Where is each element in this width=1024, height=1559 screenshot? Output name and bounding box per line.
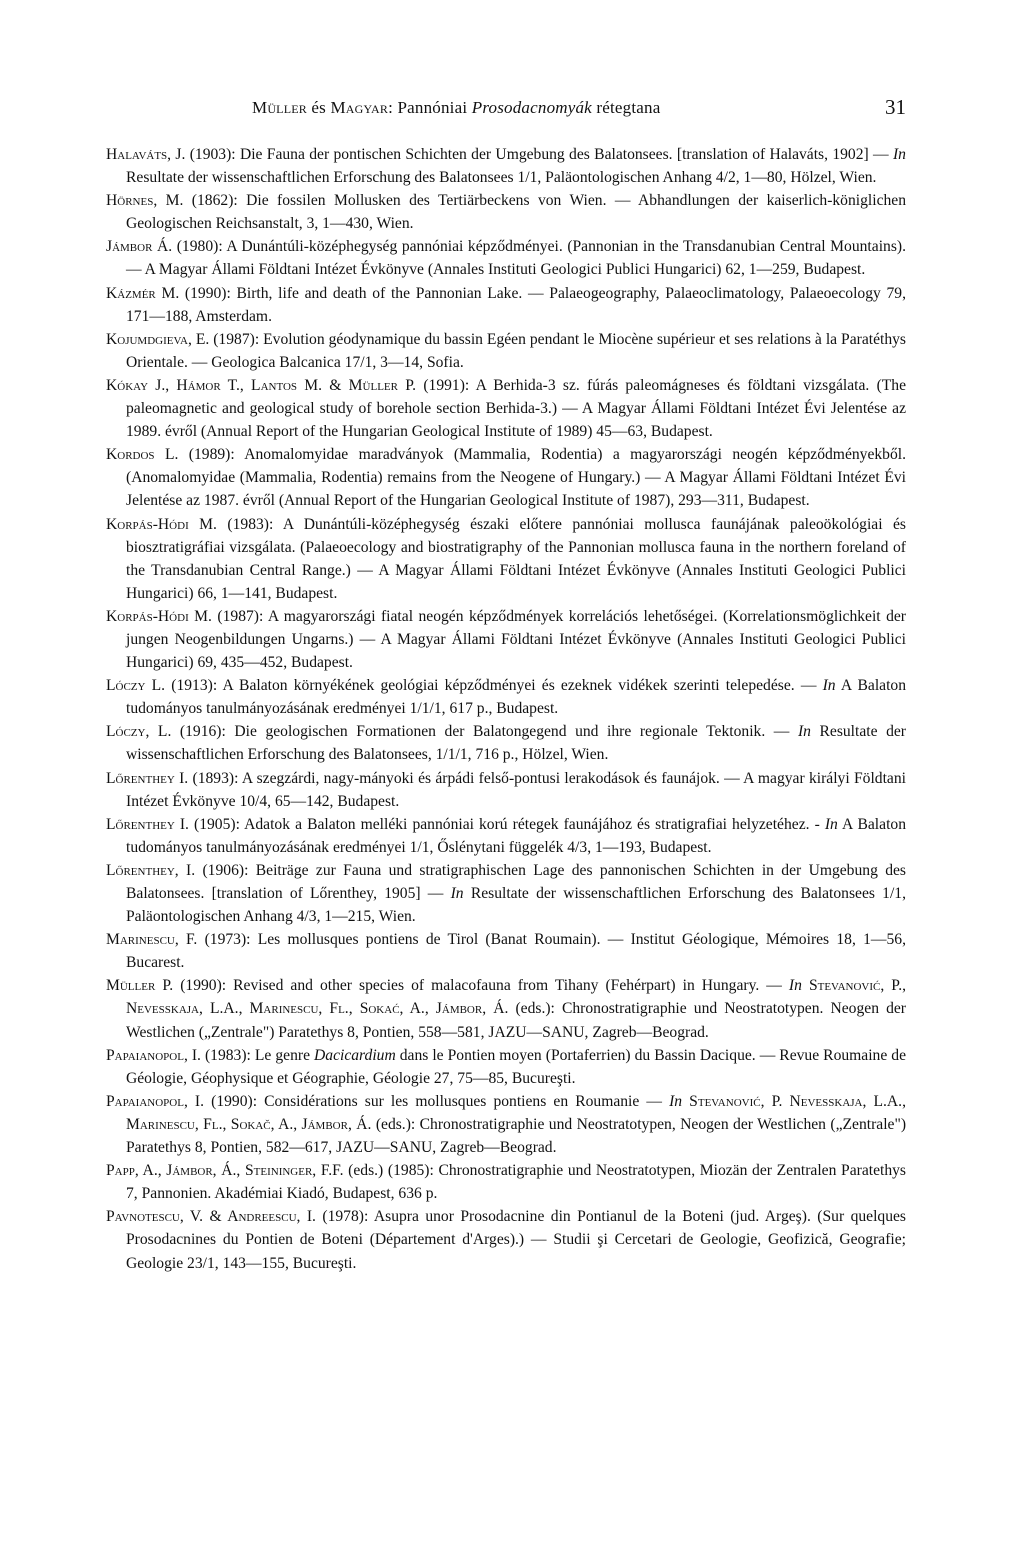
reference-author: Hörnes, M. (106, 192, 184, 210)
reference-italic-text: In (822, 677, 836, 695)
reference-author: Kojumdgieva, E. (106, 330, 210, 348)
reference-author: Papaianopol, I. (106, 1046, 201, 1064)
reference-italic-text: In (824, 815, 838, 833)
reference-author: Lőrenthey I. (106, 815, 189, 833)
reference-text: (1987): Evolution géodynamique du bassin Egéen pendant le Miocène supérieur et ses relations à la Paratéthys Orientale. — Geologica Balcanica 17/1, 3—14, Sofia. (126, 330, 907, 371)
reference-text: (1905): Adatok a Balaton melléki pannóniai korú rétegek faunájához és stratigrafiai helyzetéhez. - (188, 815, 825, 833)
reference-text: A Balaton tudományos tanulmányozásának eredményei 1/1, Őslénytani függelék 4/3, 1—193, Budapest. (126, 815, 906, 856)
reference-text: (eds.) (1985): Chronostratigraphie und Neostratotypen, Miozän der Zentralen Paratethys 7, Pannonien. Akadémiai Kiadó, Budapest, 636 p. (126, 1162, 906, 1203)
reference-entry (106, 189, 906, 235)
reference-list (106, 143, 906, 1275)
reference-author: Korpás-Hódi M. (106, 607, 212, 625)
reference-text: (1980): A Dunántúli-középhegység pannóniai képződményei. (Pannonian in the Transdanubian Central Mountains). — A Magyar Állami Földtani Intézet Évkönyve (Annales Instituti Geologici Publici Hungarici) 62, 1—259, Budapest. (126, 238, 906, 279)
reference-text: (1906): Beiträge zur Fauna und stratigraphischen Lage des pannonischen Schichten in der Umgebung des Balatonsees. [translation of Lőrenthey, 1905] — (126, 861, 906, 902)
reference-text: (1903): Die Fauna der pontischen Schichten der Umgebung des Balatonsees. [translation of Halaváts, 1902] — (185, 146, 893, 163)
page-number: 31 (885, 95, 906, 119)
reference-text: (1893): A szegzárdi, nagy-mányoki és árpádi felső-pontusi lerakodások és faunájok. — A magyar királyi Földtani Intézet Évkönyve 10/4, 65—142, Budapest. (126, 769, 906, 810)
reference-italic-text: In (450, 885, 464, 902)
reference-text: (1913): A Balaton környékének geológiai képződményei és ezeknek vidékek szerinti telepedése. — (165, 677, 823, 695)
reference-editors: Stevanović, P. Nevesskaja, L.A., Marinescu, Fl., Sokač, A., Jámbor, Á. (126, 1092, 906, 1133)
reference-text: (1989): Anomalomyidae maradványok (Mammalia, Rodentia) a magyarországi neogén képződményekből. (Anomalomyidae (Mammalia, Rodentia) remains from the Neogene of Hungary.) — A Magyar Állami Földtani Intézet Évi Jelentése az 1987. évről (Annual Report of the Hungarian Geological Institute of 1987), 293—311, Budapest. (126, 446, 906, 510)
reference-author: Papaianopol, I. (106, 1092, 205, 1110)
reference-entry (106, 1205, 906, 1274)
reference-entry (106, 328, 906, 374)
reference-author: Pavnotescu, V. & Andreescu, I. (106, 1208, 316, 1226)
reference-italic-text: Dacicardium (314, 1046, 396, 1064)
reference-entry (106, 282, 906, 328)
header-author-1: Müller (252, 98, 307, 117)
header-title-italic: Prosodacnomyák (471, 98, 592, 117)
reference-entry (106, 720, 906, 766)
reference-entry (106, 974, 906, 1043)
reference-editors: Stevanović, P., Nevesskaja, L.A., Marinescu, Fl., Sokać, A., Jámbor, Á. (126, 977, 907, 1018)
reference-author: Müller P. (106, 977, 174, 995)
reference-text: (1991): A Berhida-3 sz. fúrás paleomágneses és földtani vizsgálata. (The paleomagnetic and geological study of borehole section Berhida-3.) — A Magyar Állami Földtani Intézet Évi Jelentése az 1989. évről (Annual Report of the Hungarian Geological Institute of 1989) 45—63, Budapest. (126, 376, 906, 441)
reference-author: Korpás-Hódi M. (106, 515, 217, 533)
header-author-2: Magyar (330, 98, 389, 117)
running-header (106, 95, 906, 128)
reference-entry (106, 513, 906, 605)
reference-italic-text: In (669, 1092, 683, 1110)
reference-entry (106, 1044, 906, 1090)
reference-entry (106, 143, 906, 189)
reference-text: Resultate der wissenschaftlichen Erforschung des Balatonsees 1/1, Paläontologischen Anhang 4/2, 1—80, Hölzel, Wien. (126, 169, 877, 187)
reference-text: (1990): Considérations sur les mollusques pontiens en Roumanie — (204, 1092, 670, 1110)
reference-entry (106, 374, 906, 443)
reference-text: (1987): A magyarországi fiatal neogén képződmények korrelációs lehetőségei. (Korrelationsmöglichkeit der jungen Neogenbildungen Ungarns.) — A Magyar Állami Földtani Intézet Évkönyve (Annales Instituti Geologici Publici Hungarici) 69, 435—452, Budapest. (126, 607, 907, 672)
reference-entry (106, 235, 906, 281)
reference-author: Marinescu, F. (106, 931, 198, 949)
reference-text: (1990): Birth, life and death of the Pannonian Lake. — Palaeogeography, Palaeoclimatology, Palaeoecology 79, 171—188, Amsterdam. (126, 284, 906, 325)
reference-entry (106, 1159, 906, 1205)
reference-italic-text: In (892, 146, 906, 163)
header-conjunction: és (306, 98, 331, 117)
reference-text: (1978): Asupra unor Prosodacnine din Pontianul de la Boteni (jud. Argeş). (Sur quelques Prosodacnines du Pontien de Boteni (Département d'Arges).) — Studii şi Cercetari de Geologie, Geofizică, Geografie; Geologie 23/1, 143—155, Bucureşti. (126, 1208, 906, 1272)
reference-text (802, 977, 809, 994)
reference-entry (106, 813, 906, 859)
reference-entry (106, 443, 906, 512)
reference-text: (eds.): Chronostratigraphie und Neostratotypen. Neogen der Westlichen („Zentrale") Paratethys 8, Pontien, 558—581, JAZU—SANU, Zagreb—Beograd. (126, 1000, 906, 1041)
reference-author: Halaváts, J. (106, 146, 186, 163)
reference-text: dans le Pontien moyen (Portaferrien) du Bassin Dacique. — Revue Roumaine de Géologie, Géophysique et Géographie, Géologie 27, 75—85, Bucureşti. (126, 1046, 906, 1087)
reference-author: Kázmér M. (106, 284, 180, 302)
reference-author: Kókay J., Hámor T., Lantos M. & Müller P. (106, 376, 417, 394)
reference-italic-text: In (788, 977, 802, 995)
reference-entry (106, 605, 906, 674)
reference-text: Resultate der wissenschaftlichen Erforschung des Balatonsees, 1/1/1, 716 p., Hölzel, Wien. (126, 723, 906, 764)
reference-author: Kordos L. (106, 446, 179, 464)
reference-entry (106, 1090, 906, 1159)
reference-author: Lőrenthey, I. (106, 861, 196, 879)
reference-author: Lőrenthey I. (106, 769, 189, 787)
reference-entry (106, 859, 906, 928)
reference-author: Lóczy, L. (106, 723, 172, 741)
reference-author: Papp, A., Jámbor, Á., Steininger, F.F. (106, 1162, 344, 1180)
reference-entry (106, 767, 906, 813)
reference-text: (1983): Le genre (200, 1046, 315, 1064)
reference-text: (1862): Die fossilen Mollusken des Tertiärbeckens von Wien. — Abhandlungen der kaiserlich-königlichen Geologischen Reichsanstalt, 3, 1—430, Wien. (126, 192, 907, 233)
running-title (252, 98, 660, 118)
reference-text: (1973): Les mollusques pontiens de Tirol (Banat Roumain). — Institut Géologique, Mémoires 18, 1—56, Bucarest. (126, 931, 906, 972)
header-title-pre: : Pannóniai (388, 98, 472, 117)
reference-entry (106, 928, 906, 974)
reference-author: Jámbor Á. (106, 238, 173, 256)
reference-text: (eds.): Chronostratigraphie und Neostratotypen, Neogen der Westlichen („Zentrale") Paratethys 8, Pontien, 582—617, JAZU—SANU, Zagreb—Beograd. (126, 1115, 907, 1157)
reference-text: (1916): Die geologischen Formationen der Balatongegend und ihre regionale Tektonik. — (171, 723, 798, 741)
reference-text: Resultate der wissenschaftlichen Erforschung des Balatonsees 1/1, Paläontologischen Anhang 4/3, 1—215, Wien. (126, 885, 906, 926)
reference-text: (1983): A Dunántúli-középhegység északi előtere pannóniai mollusca faunájának paleoökológiai és biosztratigráfiai vizsgálata. (Palaeoecology and biostratigraphy of the Pannonian mollusca fauna in the northern foreland of the Transdanubian Central Range.) — A Magyar Állami Földtani Intézet Évkönyve (Annales Instituti Geologici Publici Hungarici) 66, 1—141, Budapest. (126, 515, 907, 602)
reference-entry (106, 674, 906, 720)
reference-text: (1990): Revised and other species of malacofauna from Tihany (Fehérpart) in Hungary. — (173, 977, 789, 995)
reference-italic-text: In (797, 723, 811, 741)
reference-text: A Balaton tudományos tanulmányozásának eredményei 1/1/1, 617 p., Budapest. (126, 677, 906, 718)
reference-author: Lóczy L. (106, 677, 166, 695)
header-title-post: rétegtana (591, 98, 661, 117)
